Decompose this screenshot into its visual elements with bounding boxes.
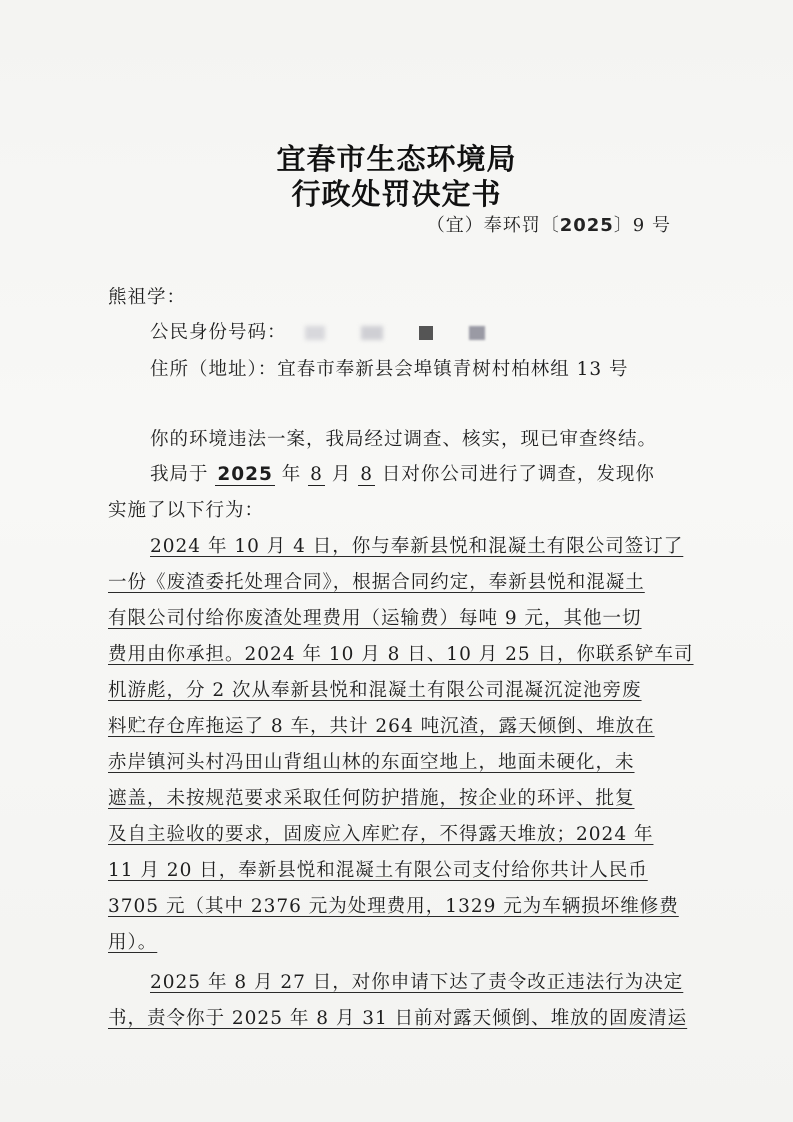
body-line: 赤岸镇河头村冯田山背组山林的东面空地上，地面未硬化，未: [108, 752, 635, 773]
document-title-line2: 行政处罚决定书: [291, 177, 502, 211]
recipient-name: 熊祖学：: [108, 287, 187, 308]
investigation-month: 8: [310, 464, 323, 485]
paragraph-investigation: [150, 460, 655, 486]
paragraph-order-line: 书，责令你于 2025 年 8 月 31 日前对露天倾倒、堆放的固废清运: [108, 1008, 688, 1029]
address-line: 住所（地址）：宜春市奉新县会埠镇青树村柏林组 13 号: [150, 359, 629, 380]
body-line: 料贮存仓库拖运了 8 车，共计 264 吨沉渣，露天倾倒、堆放在: [108, 716, 655, 737]
doc-number-prefix: （宜）奉环罚〔: [426, 215, 560, 236]
body-line: 用）。: [108, 932, 158, 953]
paragraph-order-line: 2025 年 8 月 27 日，对你申请下达了责令改正违法行为决定: [150, 972, 684, 993]
paragraph-investigation-cont: 实施了以下行为：: [108, 500, 265, 521]
investigation-day: 8: [360, 464, 373, 485]
body-line: 及自主验收的要求，固废应入库贮存，不得露天堆放；2024 年: [108, 824, 654, 845]
document-number: [427, 211, 671, 237]
redacted-id-block: [469, 326, 485, 340]
id-number-row: [150, 318, 503, 344]
body-line: 11 月 20 日，奉新县悦和混凝土有限公司支付给你共计人民币: [108, 860, 648, 881]
body-line: 机游彪，分 2 次从奉新县悦和混凝土有限公司混凝沉淀池旁废: [108, 680, 642, 701]
redacted-id-block: [361, 326, 383, 340]
paragraph-intro: 你的环境违法一案，我局经过调查、核实，现已审查终结。: [150, 429, 658, 450]
body-line: 2024 年 10 月 4 日，你与奉新县悦和混凝土有限公司签订了: [150, 536, 684, 557]
body-line: 有限公司付给你废渣处理费用（运输费）每吨 9 元，其他一切: [108, 608, 642, 629]
id-number-label: 公民身份号码：: [150, 322, 287, 343]
text-span: 月: [324, 464, 359, 485]
doc-number-year: 2025: [559, 215, 614, 236]
doc-number-suffix: 〕9 号: [613, 215, 671, 236]
investigation-year: 2025: [217, 464, 273, 485]
text-span: 我局于: [150, 464, 216, 485]
body-line: 一份《废渣委托处理合同》，根据合同约定，奉新县悦和混凝土: [108, 572, 645, 593]
redacted-id-block: [305, 326, 325, 340]
text-span: 日对你公司进行了调查，发现你: [374, 464, 655, 485]
body-line: 3705 元（其中 2376 元为处理费用，1329 元为车辆损坏维修费: [108, 896, 679, 917]
text-span: 年: [274, 464, 309, 485]
redacted-id-block: [419, 326, 433, 340]
document-title-line1: 宜春市生态环境局: [276, 142, 517, 176]
body-line: 费用由你承担。2024 年 10 月 8 日、10 月 25 日，你联系铲车司: [108, 644, 694, 665]
body-line: 遮盖，未按规范要求采取任何防护措施，按企业的环评、批复: [108, 788, 635, 809]
